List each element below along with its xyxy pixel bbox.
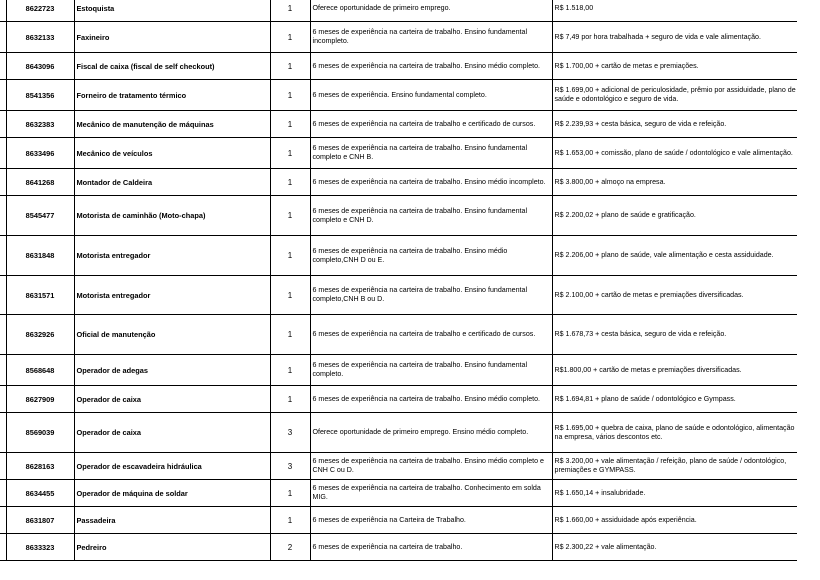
vacancy-count: 1 bbox=[270, 355, 310, 386]
requirements: 6 meses de experiência na carteira de trabalho. Ensino médio incompleto. bbox=[310, 169, 552, 196]
job-code: 8632383 bbox=[6, 111, 74, 138]
salary-benefits: R$ 1.700,00 + cartão de metas e premiações. bbox=[552, 53, 800, 80]
requirements: 6 meses de experiência na carteira de trabalho e certificado de cursos. bbox=[310, 315, 552, 355]
job-title: Faxineiro bbox=[74, 22, 270, 53]
vacancy-count: 2 bbox=[270, 534, 310, 561]
job-code: 8627909 bbox=[6, 386, 74, 413]
job-title: Operador de escavadeira hidráulica bbox=[74, 453, 270, 480]
vacancy-count: 1 bbox=[270, 507, 310, 534]
salary-benefits: R$ 3.200,00 + vale alimentação / refeição, plano de saúde / odontológico, premiações e GYMPASS. bbox=[552, 453, 800, 480]
table-row bbox=[0, 236, 800, 276]
job-title: Pedreiro bbox=[74, 534, 270, 561]
vacancy-count: 1 bbox=[270, 138, 310, 169]
vacancy-count: 1 bbox=[270, 80, 310, 111]
job-code: 8641268 bbox=[6, 169, 74, 196]
salary-benefits: R$ 1.695,00 + quebra de caixa, plano de saúde e odontológico, alimentação na empresa, vários descontos etc. bbox=[552, 413, 800, 453]
job-code: 8545477 bbox=[6, 196, 74, 236]
requirements: 6 meses de experiência na carteira de trabalho. Ensino médio completo e CNH C ou D. bbox=[310, 453, 552, 480]
salary-benefits: R$ 2.300,22 + vale alimentação. bbox=[552, 534, 800, 561]
requirements: 6 meses de experiência na carteira de trabalho. Ensino médio completo,CNH D ou E. bbox=[310, 236, 552, 276]
job-title: Operador de adegas bbox=[74, 355, 270, 386]
table-row bbox=[0, 480, 800, 507]
salary-benefits: R$ 1.678,73 + cesta básica, seguro de vida e refeição. bbox=[552, 315, 800, 355]
table-row bbox=[0, 111, 800, 138]
salary-benefits: R$ 2.239,93 + cesta básica, seguro de vida e refeição. bbox=[552, 111, 800, 138]
vacancy-count: 1 bbox=[270, 480, 310, 507]
job-title: Forneiro de tratamento térmico bbox=[74, 80, 270, 111]
table-row bbox=[0, 0, 800, 22]
job-code: 8568648 bbox=[6, 355, 74, 386]
table-row bbox=[0, 413, 800, 453]
salary-benefits: R$ 1.650,14 + insalubridade. bbox=[552, 480, 800, 507]
table-row bbox=[0, 507, 800, 534]
salary-benefits: R$ 1.518,00 bbox=[552, 0, 800, 22]
salary-benefits: R$1.800,00 + cartão de metas e premiações diversificadas. bbox=[552, 355, 800, 386]
job-title: Operador de máquina de soldar bbox=[74, 480, 270, 507]
job-code: 8631571 bbox=[6, 276, 74, 315]
job-code: 8633496 bbox=[6, 138, 74, 169]
job-title: Mecânico de veículos bbox=[74, 138, 270, 169]
vacancy-count: 1 bbox=[270, 196, 310, 236]
vacancy-count: 1 bbox=[270, 111, 310, 138]
requirements: Oferece oportunidade de primeiro emprego. Ensino médio completo. bbox=[310, 413, 552, 453]
table-row bbox=[0, 53, 800, 80]
table-row bbox=[0, 355, 800, 386]
requirements: 6 meses de experiência na Carteira de Trabalho. bbox=[310, 507, 552, 534]
vacancy-count: 1 bbox=[270, 315, 310, 355]
requirements: 6 meses de experiência na carteira de trabalho e certificado de cursos. bbox=[310, 111, 552, 138]
job-title: Operador de caixa bbox=[74, 413, 270, 453]
job-code: 8569039 bbox=[6, 413, 74, 453]
right-margin bbox=[797, 0, 820, 580]
vacancy-count: 3 bbox=[270, 453, 310, 480]
vacancy-count: 1 bbox=[270, 386, 310, 413]
table-row bbox=[0, 196, 800, 236]
table-row bbox=[0, 276, 800, 315]
vacancy-count: 1 bbox=[270, 169, 310, 196]
job-code: 8632133 bbox=[6, 22, 74, 53]
table-row bbox=[0, 138, 800, 169]
requirements: 6 meses de experiência na carteira de trabalho. Ensino fundamental incompleto. bbox=[310, 22, 552, 53]
table-row bbox=[0, 534, 800, 561]
requirements: 6 meses de experiência na carteira de trabalho. bbox=[310, 534, 552, 561]
job-code: 8643096 bbox=[6, 53, 74, 80]
requirements: 6 meses de experiência na carteira de trabalho. Ensino fundamental completo. bbox=[310, 355, 552, 386]
vacancy-count: 1 bbox=[270, 0, 310, 22]
job-code: 8633323 bbox=[6, 534, 74, 561]
salary-benefits: R$ 2.100,00 + cartão de metas e premiações diversificadas. bbox=[552, 276, 800, 315]
job-title: Estoquista bbox=[74, 0, 270, 22]
requirements: 6 meses de experiência na carteira de trabalho. Ensino médio completo. bbox=[310, 386, 552, 413]
requirements: 6 meses de experiência na carteira de trabalho. Ensino fundamental completo,CNH B ou D. bbox=[310, 276, 552, 315]
vacancy-count: 1 bbox=[270, 236, 310, 276]
job-title: Motorista de caminhão (Moto-chapa) bbox=[74, 196, 270, 236]
requirements: Oferece oportunidade de primeiro emprego. bbox=[310, 0, 552, 22]
job-title: Motorista entregador bbox=[74, 236, 270, 276]
vacancy-count: 1 bbox=[270, 22, 310, 53]
table-row bbox=[0, 315, 800, 355]
salary-benefits: R$ 1.694,81 + plano de saúde / odontológico e Gympass. bbox=[552, 386, 800, 413]
job-title: Oficial de manutenção bbox=[74, 315, 270, 355]
vacancy-count: 3 bbox=[270, 413, 310, 453]
job-code: 8628163 bbox=[6, 453, 74, 480]
salary-benefits: R$ 1.699,00 + adicional de periculosidade, prêmio por assiduidade, plano de saúde e odontológico e seguro de vida. bbox=[552, 80, 800, 111]
table-row bbox=[0, 80, 800, 111]
salary-benefits: R$ 7,49 por hora trabalhada + seguro de vida e vale alimentação. bbox=[552, 22, 800, 53]
requirements: 6 meses de experiência na carteira de trabalho. Conhecimento em solda MIG. bbox=[310, 480, 552, 507]
job-code: 8541356 bbox=[6, 80, 74, 111]
job-title: Operador de caixa bbox=[74, 386, 270, 413]
table-row bbox=[0, 453, 800, 480]
vacancy-count: 1 bbox=[270, 276, 310, 315]
table-row bbox=[0, 169, 800, 196]
salary-benefits: R$ 3.800,00 + almoço na empresa. bbox=[552, 169, 800, 196]
salary-benefits: R$ 1.660,00 + assiduidade após experiência. bbox=[552, 507, 800, 534]
requirements: 6 meses de experiência na carteira de trabalho. Ensino fundamental completo e CNH D. bbox=[310, 196, 552, 236]
job-code: 8634455 bbox=[6, 480, 74, 507]
job-code: 8622723 bbox=[6, 0, 74, 22]
job-title: Mecânico de manutenção de máquinas bbox=[74, 111, 270, 138]
requirements: 6 meses de experiência. Ensino fundamental completo. bbox=[310, 80, 552, 111]
salary-benefits: R$ 2.200,02 + plano de saúde e gratificação. bbox=[552, 196, 800, 236]
requirements: 6 meses de experiência na carteira de trabalho. Ensino médio completo. bbox=[310, 53, 552, 80]
table-row bbox=[0, 386, 800, 413]
job-title: Motorista entregador bbox=[74, 276, 270, 315]
job-code: 8631807 bbox=[6, 507, 74, 534]
vacancy-count: 1 bbox=[270, 53, 310, 80]
salary-benefits: R$ 1.653,00 + comissão, plano de saúde / odontológico e vale alimentação. bbox=[552, 138, 800, 169]
job-code: 8631848 bbox=[6, 236, 74, 276]
salary-benefits: R$ 2.206,00 + plano de saúde, vale alimentação e cesta assiduidade. bbox=[552, 236, 800, 276]
requirements: 6 meses de experiência na carteira de trabalho. Ensino fundamental completo e CNH B. bbox=[310, 138, 552, 169]
job-title: Fiscal de caixa (fiscal de self checkout) bbox=[74, 53, 270, 80]
job-title: Montador de Caldeira bbox=[74, 169, 270, 196]
table-row bbox=[0, 22, 800, 53]
job-title: Passadeira bbox=[74, 507, 270, 534]
job-code: 8632926 bbox=[6, 315, 74, 355]
